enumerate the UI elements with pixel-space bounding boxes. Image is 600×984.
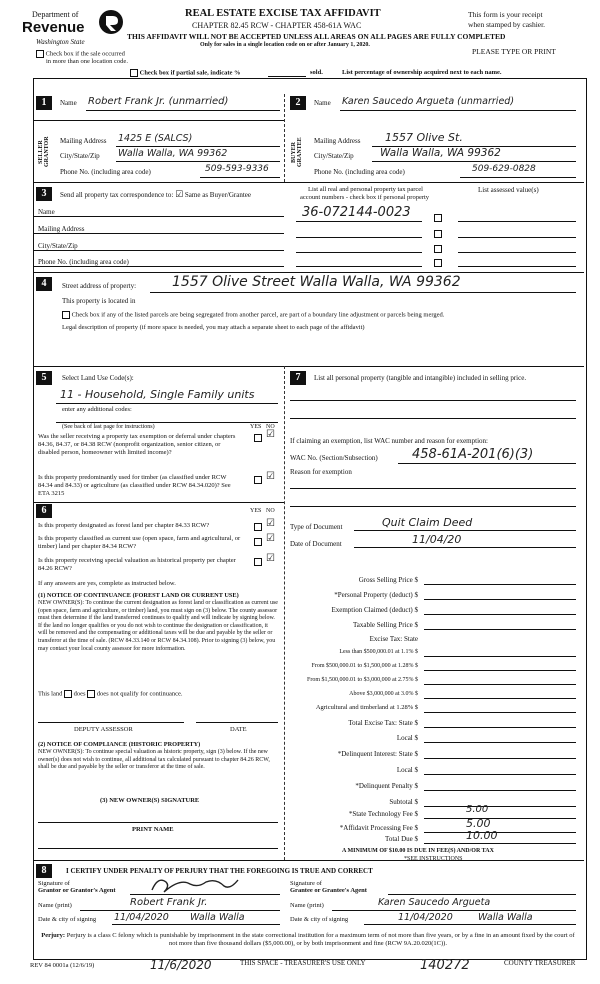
assessor-date-label: DATE (230, 726, 247, 733)
buyer-city-label: City/State/Zip (314, 152, 354, 160)
buyer-phone-label: Phone No. (including area code) (314, 168, 405, 176)
section6-no-label: NO (266, 508, 275, 514)
notice2-body: NEW OWNER(S): To continue special valuation as historic property, sign (3) below. If the new owner(s) does not wish to continue, all additional tax calculated pursuant to chapter 84.26 RCW, shall be due and payable by the seller or transferor at the time of sale. (38, 749, 270, 771)
tier4-label: Above $3,000,000 at 3.0% $ (349, 691, 418, 697)
buyer-name-label: Name (314, 99, 331, 107)
taxable-price-label: Taxable Selling Price $ (352, 621, 418, 629)
notice2-title: (2) NOTICE OF COMPLIANCE (HISTORIC PROPERTY) (38, 741, 201, 748)
multi-location-checkbox-row (36, 50, 125, 58)
multi-location-label-1: Check box if the sale occurred (45, 50, 125, 58)
treasurer-space-label: THIS SPACE - TREASURER'S USE ONLY (240, 959, 366, 967)
seller-name-label: Name (60, 99, 77, 107)
doc-type[interactable]: Quit Claim Deed (382, 516, 473, 529)
sec6-q2: Is this property classified as current use (open space, farm and agricultural, or timber) land per chapter 84.34 RCW? (38, 535, 241, 550)
seller-name[interactable]: Robert Frank Jr. (unmarried) (88, 96, 229, 107)
segregated-row (62, 311, 444, 319)
legal-description-label: Legal description of property (if more space is needed, you may attach a separate sheet to each page of the affidavit) (62, 324, 365, 331)
tax-name-label: Name (38, 208, 55, 216)
grantor-signature-icon[interactable] (150, 874, 240, 896)
tier2-label: From $500,000.01 to $1,500,000 at 1.28% $ (311, 663, 418, 669)
doc-type-label: Type of Document (290, 523, 343, 531)
seller-phone[interactable]: 509-593-9336 (205, 164, 269, 174)
grantor-date[interactable]: 11/04/2020 (114, 912, 169, 923)
partial-sale-label: Check box if partial sale, indicate % (139, 69, 241, 77)
sec5-q2-no-check-icon[interactable]: ☑ (266, 471, 275, 482)
stamp-date: 11/6/2020 (150, 958, 212, 972)
grantor-sig-label-2: Grantor or Grantor's Agent (38, 887, 116, 894)
perjury-note (38, 932, 578, 948)
sec6-q2-no-check-icon[interactable]: ☑ (266, 533, 275, 544)
tax-city-label: City/State/Zip (38, 242, 78, 250)
land-use-label: Select Land Use Code(s): (62, 374, 134, 382)
see-back-label: (See back of last page for instructions) (62, 424, 155, 430)
total-due-label: Total Due $ (385, 835, 418, 843)
section-2-badge: 2 (290, 96, 306, 110)
grantor-name-print[interactable]: Robert Frank Jr. (130, 897, 208, 908)
partial-sale-checkbox[interactable] (130, 69, 138, 77)
total-due-value[interactable]: 10.00 (466, 829, 498, 842)
street-address-label: Street address of property: (62, 282, 137, 290)
multi-location-checkbox[interactable] (36, 50, 44, 58)
section-4-badge: 4 (36, 277, 52, 291)
doc-date[interactable]: 11/04/20 (412, 533, 462, 546)
gross-selling-price-label: Gross Selling Price $ (358, 576, 418, 584)
does-label: does (73, 690, 86, 698)
excise-state-label: Excise Tax: State (369, 635, 418, 643)
does-not-label: does not qualify for continuance. (96, 690, 183, 698)
type-or-print: PLEASE TYPE OR PRINT (472, 47, 556, 56)
section-7-badge: 7 (290, 371, 306, 385)
grantee-name-print[interactable]: Karen Saucedo Argueta (378, 897, 491, 908)
land-does-not-checkbox[interactable] (87, 690, 95, 698)
buyer-phone[interactable]: 509-629-0828 (472, 164, 536, 174)
buyer-city[interactable]: Walla Walla, WA 99362 (380, 147, 501, 159)
grantee-name-print-label: Name (print) (290, 902, 324, 909)
agency-name: Revenue (22, 19, 85, 36)
receipt-note-1: This form is your receipt (468, 10, 543, 19)
parcel-1-personal-checkbox[interactable] (434, 214, 442, 222)
additional-codes-label: enter any additional codes: (62, 406, 132, 413)
receipt-note-2: when stamped by cashier. (468, 20, 546, 29)
partial-sale-row (130, 69, 241, 77)
grantee-date[interactable]: 11/04/2020 (398, 912, 453, 923)
form-title: REAL ESTATE EXCISE TAX AFFIDAVIT (185, 8, 381, 19)
parcels-header-2: account numbers - check box if personal property (300, 194, 430, 201)
sec5-q2-yes-checkbox[interactable] (254, 476, 262, 484)
grantee-sig-label-1: Signature of (290, 880, 322, 887)
affidavit-fee-value[interactable]: 5.00 (466, 817, 491, 830)
certify-statement: I CERTIFY UNDER PENALTY OF PERJURY THAT THE FOREGOING IS TRUE AND CORRECT (66, 867, 373, 875)
tech-fee-label: *State Technology Fee $ (348, 810, 418, 818)
delinquent-local-label: Local $ (396, 766, 418, 774)
sec5-q2: Is this property predominantly used for timber (as classified under RCW 84.34 and 84.33) or agriculture (as classified under RCW 84.34.020)? See ETA 3215 (38, 474, 231, 497)
ag-timber-label: Agricultural and timberland at 1.28% $ (315, 704, 418, 711)
section5-no-label: NO (266, 424, 275, 430)
parcel-2-personal-checkbox[interactable] (434, 230, 442, 238)
exemption-claim-label: If claiming an exemption, list WAC number and reason for exemption: (290, 437, 488, 445)
dept-line: Department of (32, 10, 79, 19)
section-8-badge: 8 (36, 864, 52, 878)
grantee-sig-label-2: Grantee or Grantee's Agent (290, 887, 367, 894)
form-warning: THIS AFFIDAVIT WILL NOT BE ACCEPTED UNLESS ALL AREAS ON ALL PAGES ARE FULLY COMPLETED (127, 32, 506, 41)
sec5-q1-no-check-icon[interactable]: ☑ (266, 429, 275, 440)
doc-date-label: Date of Document (290, 540, 342, 548)
grantee-date-city-label: Date & city of signing (290, 916, 349, 923)
located-in-label: This property is located in (62, 297, 136, 305)
sec6-q1-yes-checkbox[interactable] (254, 523, 262, 531)
form-chapters: CHAPTER 82.45 RCW - CHAPTER 458-61A WAC (192, 21, 362, 30)
new-owner-signature-label: (3) NEW OWNER(S) SIGNATURE (100, 797, 200, 804)
local-label: Local $ (396, 734, 418, 742)
tax-mailing-label: Mailing Address (38, 225, 85, 233)
county-treasurer-label: COUNTY TREASURER (504, 959, 576, 967)
sec6-q2-yes-checkbox[interactable] (254, 538, 262, 546)
personal-property-deduct-label: *Personal Property (deduct) $ (334, 591, 418, 599)
seller-mailing[interactable]: 1425 E (SALCS) (118, 133, 193, 144)
parcels-header-1: List all real and personal property tax parcel (308, 186, 423, 193)
section-3-badge: 3 (36, 187, 52, 201)
see-instructions-note: *SEE INSTRUCTIONS (404, 856, 463, 862)
sec5-q1: Was the seller receiving a property tax exemption or deferral under chapters 84.36, 84.37, or 84.38 RCW (nonprofit organization, senior citizen, or disabled person, homeowner with limited income)? (38, 433, 236, 456)
seller-phone-label: Phone No. (including area code) (60, 168, 151, 176)
receipt-number: 140272 (420, 958, 470, 973)
dept-logo (22, 8, 132, 48)
ownership-pct-label: List percentage of ownership acquired next to each name. (342, 69, 502, 76)
delinquent-state-label: *Delinquent Interest: State $ (337, 750, 418, 758)
personal-property-label: List all personal property (tangible and intangible) included in selling price. (314, 374, 527, 382)
land-does-checkbox[interactable] (64, 690, 72, 698)
notice1-body: NEW OWNER(S): To continue the current designation as forest land or classification as current use (open space, farm and agriculture, or timber) land, you must sign on (3) below. The county assessor must then determine if the land transferred continues to qualify and will indicate by signing below. If the land no longer qualifies or you do not wish to continue the designation or classification, it will be removed and the compensating or additional taxes will be due and payable by the seller or transferor at the time of sale. (RCW 84.33.140 or RCW 84.34.108). Prior to signing (3) below, you may contact your local county assessor for more information. (38, 600, 278, 652)
buyer-name[interactable]: Karen Saucedo Argueta (unmarried) (342, 96, 515, 107)
same-as-buyer-label: Same as Buyer/Grantee (184, 191, 251, 199)
sec6-q3: Is this property receiving special valuation as historical property per chapter 84.26 RCW? (38, 557, 236, 572)
send-correspondence-text: Send all property tax correspondence to: (60, 191, 174, 199)
form-subwarning: Only for sales in a single location code on or after January 1, 2020. (200, 42, 370, 48)
perjury-label: Perjury: (41, 932, 66, 939)
seller-city[interactable]: Walla Walla, WA 99362 (118, 148, 228, 159)
print-name-label: PRINT NAME (132, 826, 174, 833)
buyer-side-label: BUYER GRANTEE (291, 137, 303, 167)
grantor-name-print-label: Name (print) (38, 902, 72, 909)
wac-number[interactable]: 458-61A-201(6)(3) (412, 447, 534, 462)
grantor-date-city-label: Date & city of signing (38, 916, 97, 923)
segregated-checkbox[interactable] (62, 311, 70, 319)
state-name: Washington State (36, 38, 85, 46)
grantee-city[interactable]: Walla Walla (478, 912, 533, 923)
grantor-city[interactable]: Walla Walla (190, 912, 245, 923)
tier1-label: Less than $500,000.01 at 1.1% $ (339, 649, 418, 655)
section-6-badge: 6 (36, 504, 52, 518)
tax-phone-label: Phone No. (including area code) (38, 258, 129, 266)
minimum-due-note: A MINIMUM OF $10.00 IS DUE IN FEE(S) AND/OR TAX (342, 848, 494, 854)
section5-yes-label: YES (250, 424, 262, 430)
sec6-q1: Is this property designated as forest land per chapter 84.33 RCW? (38, 522, 210, 529)
notice1-title: (1) NOTICE OF CONTINUANCE (FOREST LAND OR CURRENT USE) (38, 592, 239, 599)
total-state-label: Total Excise Tax: State $ (348, 719, 418, 727)
tech-fee-value[interactable]: 5.00 (466, 804, 489, 815)
parcel-3-personal-checkbox[interactable] (434, 245, 442, 253)
property-street-address[interactable]: 1557 Olive Street Walla Walla, WA 99362 (172, 274, 461, 290)
buyer-mailing-label: Mailing Address (314, 137, 361, 145)
grantor-sig-label-1: Signature of (38, 880, 70, 887)
exemption-deduct-label: Exemption Claimed (deduct) $ (331, 606, 418, 614)
continuance-row (38, 690, 183, 698)
sec6-q3-no-check-icon[interactable]: ☑ (266, 553, 275, 564)
seller-city-label: City/State/Zip (60, 152, 100, 160)
sec6-if-yes: If any answers are yes, complete as instructed below. (38, 580, 176, 587)
this-land-label: This land (38, 690, 63, 698)
buyer-mailing[interactable]: 1557 Olive St. (385, 131, 463, 144)
wac-label: WAC No. (Section/Subsection) (290, 454, 378, 462)
multi-location-label-2: in more than one location code. (46, 58, 128, 65)
reason-label: Reason for exemption (290, 468, 352, 476)
parcel-4-personal-checkbox[interactable] (434, 259, 442, 267)
section-1-badge: 1 (36, 96, 52, 110)
sec6-q1-no-check-icon[interactable]: ☑ (266, 518, 275, 529)
section6-yes-label: YES (250, 508, 262, 514)
assessed-header: List assessed value(s) (478, 186, 539, 194)
delinquent-penalty-label: *Delinquent Penalty $ (355, 782, 418, 790)
tax-correspondence-label (60, 190, 251, 200)
land-use-code[interactable]: 11 - Household, Single Family units (60, 388, 255, 401)
affidavit-fee-label: *Affidavit Processing Fee $ (339, 824, 418, 832)
sec5-q1-yes-checkbox[interactable] (254, 434, 262, 442)
section-5-badge: 5 (36, 371, 52, 385)
deputy-assessor-label: DEPUTY ASSESSOR (74, 726, 133, 733)
parcel-number-1[interactable]: 36-072144-0023 (302, 205, 411, 220)
subtotal-label: Subtotal $ (389, 798, 418, 806)
perjury-text: Perjury is a class C felony which is punishable by imprisonment in the state correctional institution for a maximum term of not more than five years, or by a fine in an amount fixed by the court of not more than five thousand dollars ($5,000.00), or by both imprisonment and fine (RCW 9A.20.020(1C)). (66, 932, 575, 947)
seller-mailing-label: Mailing Address (60, 137, 107, 145)
sec6-q3-yes-checkbox[interactable] (254, 558, 262, 566)
sold-label: sold. (310, 69, 323, 76)
seller-side-label: SELLER GRANTOR (38, 136, 50, 168)
same-as-check-mark-icon: ☑ (175, 190, 184, 200)
form-number: REV 84 0001a (12/6/19) (30, 962, 95, 969)
wa-logo-icon (98, 9, 124, 35)
tier3-label: From $1,500,000.01 to $3,000,000 at 2.75% $ (307, 677, 418, 683)
segregated-label: Check box if any of the listed parcels are being segregated from another parcel, are part of a boundary line adjustment or parcels being merged. (71, 311, 445, 319)
